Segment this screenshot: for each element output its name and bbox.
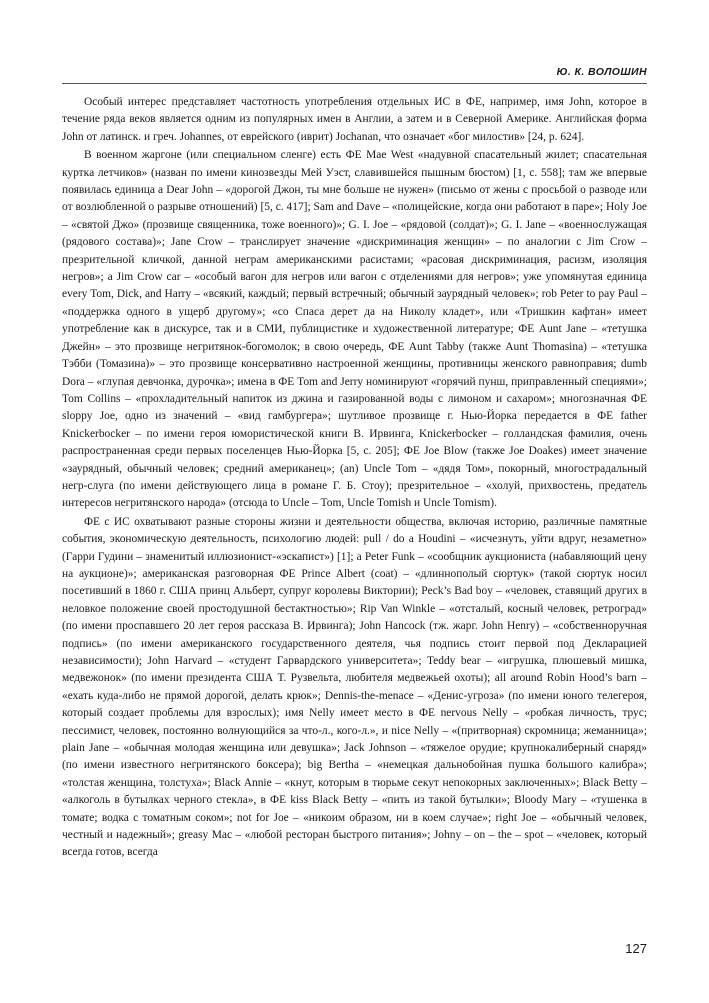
paragraph-military-jargon: В военном жаргоне (или специальном сленге) есть ФЕ Mae West «надувной спасательный жилет; спасательная куртка летчиков» (назван по имени кинозвезды Мей Уэст, славившейся пышным бюстом) [1, с. 558]; там же впервые появилась единица a Dear John – «дорогой Джон, ты мне больше не нужен» (письмо от жены с просьбой о разводе или от возлюбленной о разрыве отношений) [5, с. 417]; Sam and Dave – «полицейские, когда они работают в паре»; Holy Joe – «святой Джо» (прозвище священника, тоже военного)»; G. I. Joe – «рядовой (солдат)»; G. I. Jane – «военнослужащая (рядового состава)»; Jane Crow – транслирует значение «дискриминация женщин» – по аналогии с Jim Crow – презрительной кличкой, данной неграм американскими расистами; «расовая дискриминация, расизм, изоляция негров»; a Jim Crow car – «особый вагон для негров или вагон с отделениями для негров»; уже упомянутая единица every Tom, Dick, and Harry – «всякий, каждый; первый встречный; обычный заурядный человек»; rob Peter to pay Paul – «поддержка одного в ущерб другому»; «со Спаса дерет да на Николу кладет», или «Тришкин кафтан» имеет употребление как в дискурсе, так и в СМИ, публицистике и художественной литературе; ФЕ Aunt Jane – «тетушка Джейн» – это прозвище негритянок-богомолок; в свою очередь, ФЕ Aunt Tabby (также Aunt Thomasina) – «тетушка Тэбби (Томазина)» – это прозвище консервативно настроенной женщины, противницы женского равноправия; dumb Dora – «глупая девчонка, дурочка»; имена в ФЕ Tom and Jerry номинируют «горячий пунш, приправленный специями»; Tom Collins – «прохладительный напиток из джина и газированной воды с лимоном и сахаром»; многозначная ФЕ sloppy Joe, одно из значений – «вид гамбургера»; шутливое прозвище г. Нью-Йорка передается в ФЕ father Knickerbocker – по имени героя юмористической книги В. Ирвинга, Knickerbocker – голландская фамилия, очень распространенная среди первых поселенцев Нью-Йорка [5, с. 205]; ФЕ Joe Blow (также Joe Doakes) имеет значение «заурядный, обычный человек; средний американец»; (an) Uncle Tom – «дядя Том», покорный, многострадальный негр-слуга (по имени действующего лица в романе Г. Б. Стоу); презрительное – «холуй, прихвостень, предатель интересов негритянского народа» (отсюда to Uncle – Tom, Uncle Tomish и Uncle Tomism). bbox=[62, 149, 647, 510]
paragraph-society-aspects: ФЕ с ИС охватывают разные стороны жизни и деятельности общества, включая историю, различные памятные события, экономическую деятельность, психологию людей: pull / do a Houdini – «исчезнуть, уйти вдруг, незаметно» (Гарри Гудини – знаменитый иллюзионист-«эскапист») [1]; a Peter Funk – «сообщник аукциониста (набавляющий цену на аукционе)»; американская разговорная ФЕ Prince Albert (coat) – «длиннополый сюртук» (такой сюртук носил посетивший в 1860 г. США принц Альберт, супруг королевы Виктории); Peck’s Bad boy – «человек, ставящий других в неловкое положение своей простодушной бестактностью»; Rip Van Winkle – «отсталый, косный человек, ретроград» (по имени проспавшего 20 лет героя рассказа В. Ирвинга); John Hancock (тж. жарг. John Henry) – «собственноручная подпись» (по имени американского государственного деятеля, чья подпись стоит первой под Декларацией независимости); John Harvard – «студент Гарвардского университета»; Teddy bear – «игрушка, плюшевый мишка, медвежонок» (по имени президента США Т. Рузвельта, любителя медвежьей охоты); all around Robin Hood’s barn – «ехать куда-либо не прямой дорогой, делать крюк»; Dennis-the-menace – «Денис-угроза» (по имени юного телегероя, который создает проблемы для взрослых); имя Nelly имеет место в ФЕ nervous Nelly – «робкая личность, трус; пессимист, человек, постоянно волнующийся за что-л., кого-л.», и nice Nelly – «(притворная) скромница; жеманница»; plain Jane – «обычная молодая женщина или девушка»; Jack Johnson – «тяжелое орудие; крупнокалиберный снаряд» (по имени известного негритянского боксера); big Bertha – «немецкая дальнобойная пушка большого калибра»; «толстая женщина, толстуха»; Black Annie – «кнут, которым в тюрьме секут непокорных заключенных»; Black Betty – «алкоголь в бутылках черного стекла», в ФЕ kiss Black Betty – «пить из такой бутылки»; Bloody Mary – «тушенка в томате; водка с томатным соком»; not for Joe – «никоим образом, ни в коем случае»; right Joe – «обычный человек, честный и надежный»; greasy Mac – «любой ресторан быстрого питания»; Johny – on – the – spot – «человек, который всегда готов, всегда bbox=[62, 515, 647, 859]
paragraph-john-name: Особый интерес представляет частотность употребления отдельных ИС в ФЕ, например, имя John, которое в течение ряда веков является одним из популярных имен в Англии, а затем и в Северной Америке. Английская форма John от латинск. и греч. Johannes, от еврейского (иврит) Jochanan, что означает «бог милостив» [24, p. 624]. bbox=[62, 96, 647, 143]
header-rule bbox=[62, 83, 647, 84]
running-head-author: Ю. К. ВОЛОШИН bbox=[556, 66, 647, 78]
page-number: 127 bbox=[625, 941, 647, 956]
body-text bbox=[62, 94, 647, 862]
